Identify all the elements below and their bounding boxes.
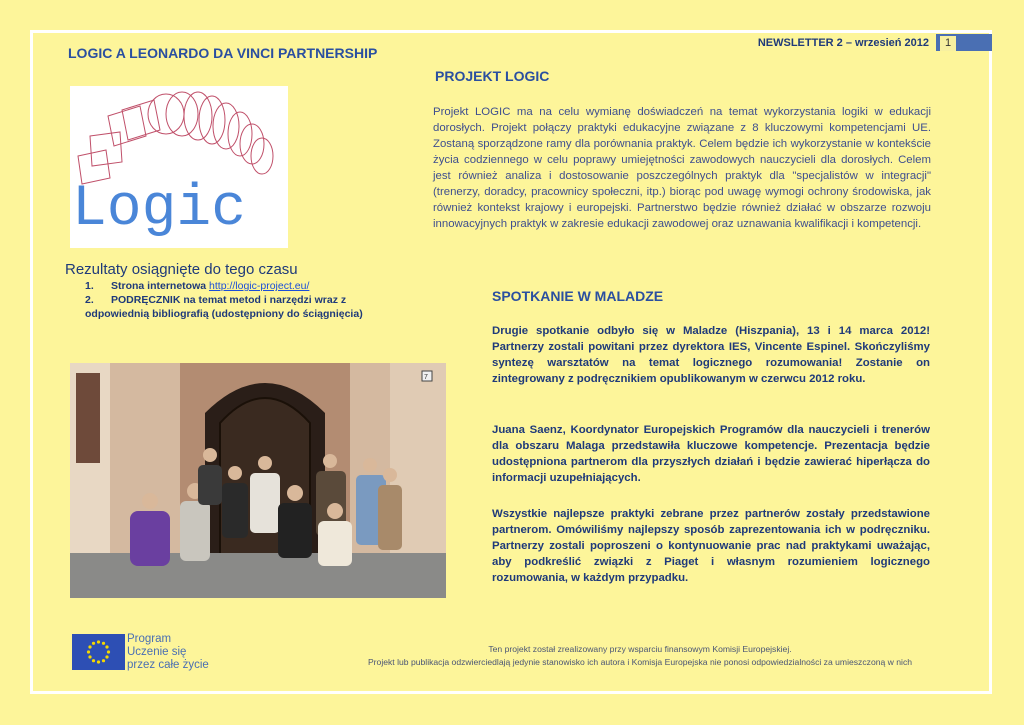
photo-street-tag: 7 [424, 374, 428, 381]
results-list [85, 279, 395, 321]
spotkanie-paragraph-1: Drugie spotkanie odbyło się w Maladze (Hiszpania), 13 i 14 marca 2012! Partnerzy zostali powitani przez dyrektora IES, Vincente Espinel. Skończyliśmy syntezę warsztatów na temat logicznego rozumowania! Zostanie on zintegrowany z podręcznikiem opublikowanym w czerwcu 2012 roku. [492, 325, 930, 385]
list-item [85, 293, 395, 321]
program-line-1: Program [127, 633, 172, 645]
eu-flag-icon [72, 634, 125, 670]
spotkanie-heading: SPOTKANIE W MALADZE [492, 288, 664, 304]
logo-spiral-graphic [70, 86, 288, 248]
footer-disclaimer [330, 643, 950, 669]
footer-note-2: Projekt lub publikacja odzwierciedlają jedynie stanowisko ich autora i Komisja Europejska nie ponosi odpowiedzialności za umieszczoną w nich [367, 657, 913, 667]
list-item-text: PODRĘCZNIK na temat metod i narzędzi wraz z odpowiednią bibliografią (udostępniony do ściągnięcia) [85, 294, 363, 320]
logic-logo [70, 86, 288, 248]
results-heading: Rezultaty osiągnięte do tego czasu [65, 261, 298, 278]
projekt-heading: PROJEKT LOGIC [435, 68, 550, 84]
program-line-2: Uczenie się [127, 646, 187, 658]
list-number: 1. [85, 280, 94, 292]
spotkanie-paragraph-3: Wszystkie najlepsze praktyki zebrane przez partnerów zostały przedstawione partnerom. Omówiliśmy najlepszy sposób zaprezentowania ich w podręczniku. Partnerzy zostali poproszeni o kontynuowanie prac nad praktykami uważając, aby podkreślić związki z Piaget i własnym rozumieniem logicznego rozumowania, w każdym przypadku. [492, 508, 930, 584]
program-line-3: przez całe życie [127, 659, 209, 671]
newsletter-issue: NEWSLETTER 2 – wrzesień 2012 [757, 37, 929, 49]
footer-note-1: Ten projekt został zrealizowany przy wsparciu finansowym Komisji Europejskiej. [488, 644, 792, 654]
group-photo [70, 363, 446, 598]
page-number: 1 [940, 36, 956, 51]
partnership-title: LOGIC A LEONARDO DA VINCI PARTNERSHIP [68, 45, 378, 61]
list-number: 2. [85, 294, 94, 306]
spotkanie-paragraph-2: Juana Saenz, Koordynator Europejskich Programów dla nauczycieli i trenerów dla obszaru Malaga przedstawiła kluczowe kompetencje. Prezentacja będzie udostępniona partnerom dla przyszłych działań i będzie zawierać hiperłącza do informacji uzupełniających. [492, 424, 930, 484]
list-item [85, 279, 395, 293]
list-item-text: Strona internetowa [111, 280, 210, 292]
project-website-link[interactable]: http://logic-project.eu/ [209, 280, 310, 292]
logo-wordmark: Logic [72, 177, 247, 242]
program-label [127, 633, 209, 672]
projekt-paragraph: Projekt LOGIC ma na celu wymianę doświadczeń na temat wykorzystania logiki w edukacji dorosłych. Projekt połączy praktyki edukacyjne związane z 8 kluczowymi kompetencjami UE. Zostaną sporządzone ramy dla porównania praktyk. Celem będzie ich wykorzystanie w kontekście życia codziennego w celu poprawy umiejętności zawodowych nauczycieli dla dorosłych. Celem jest również analiza i dostosowanie poszczególnych praktyk dla "specjalistów w integracji" (trenerzy, doradcy, pracownicy społeczni, itp.) biorąc pod uwagę wymogi ochrony środowiska, jak również kontekst krajowy i europejski. Partnerstwo będzie również działać w obszarze rozwoju innowacyjnych praktyk w zakresie edukacji zawodowej oraz uznawania kwalifikacji i kompetencji. [433, 106, 931, 230]
